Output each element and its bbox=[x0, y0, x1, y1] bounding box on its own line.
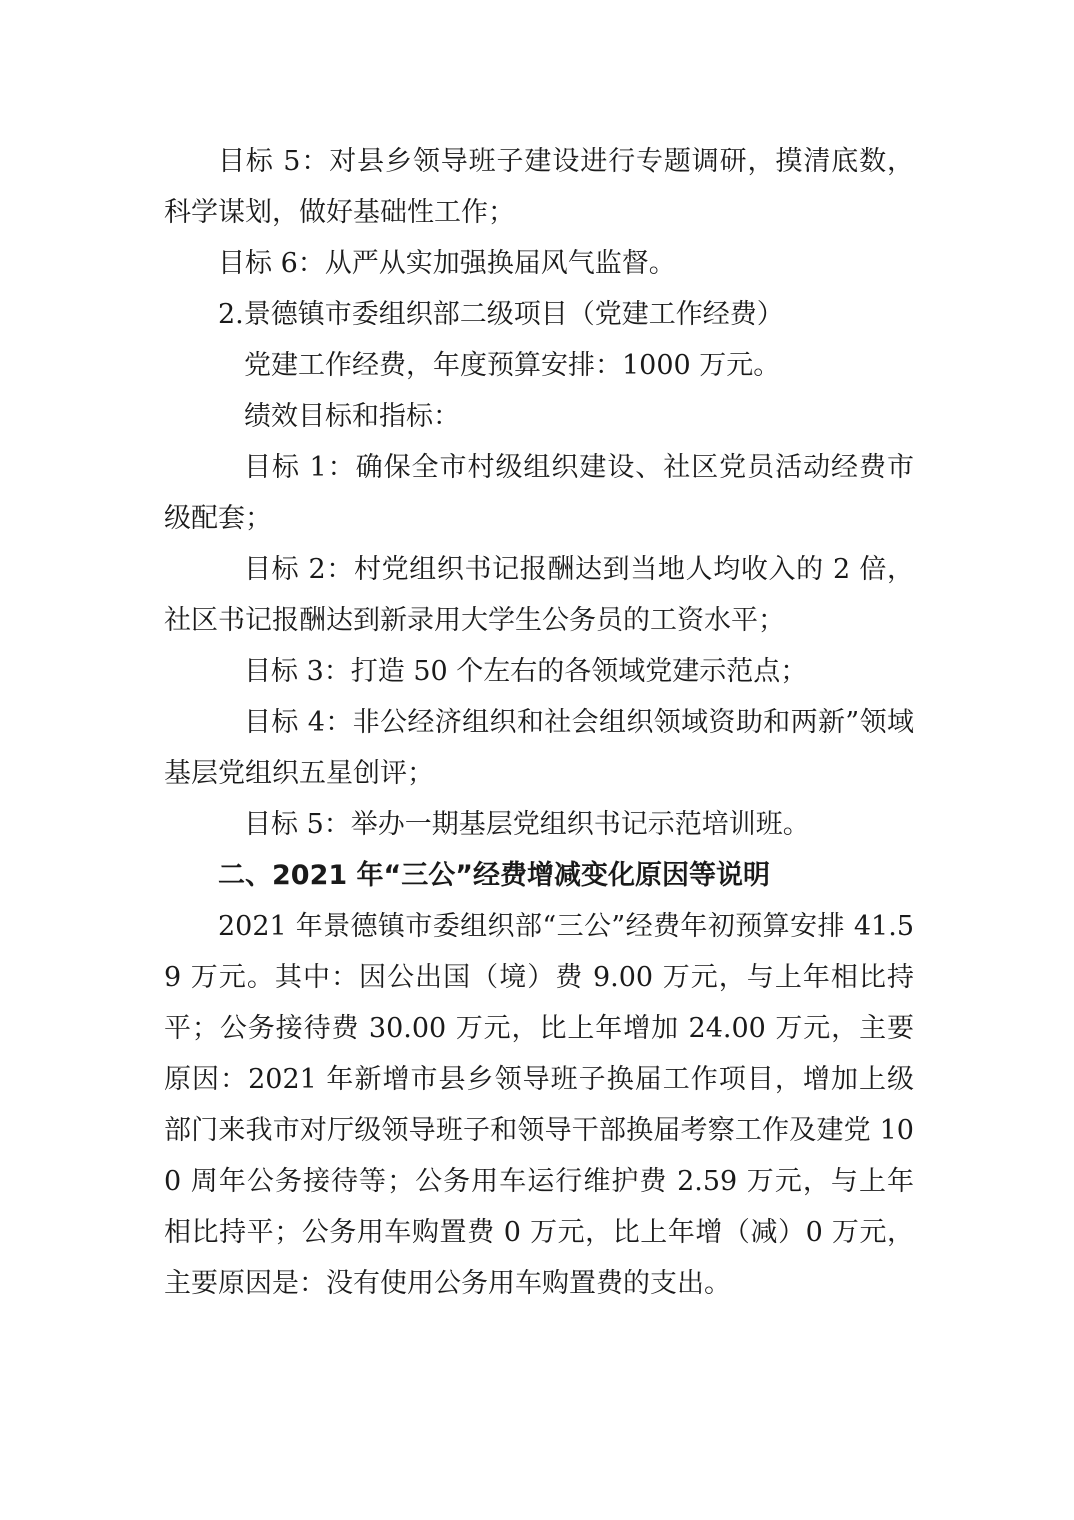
document-body bbox=[164, 136, 914, 1309]
paragraph-goal-2: 目标 2：村党组织书记报酬达到当地人均收入的 2 倍，社区书记报酬达到新录用大学生公务员的工资水平； bbox=[164, 554, 914, 636]
paragraph-performance-goals: 绩效目标和指标： bbox=[244, 401, 460, 432]
paragraph-three-public-expenses: 2021 年景德镇市委组织部“三公”经费年初预算安排 41.59 万元。其中：因公出国（境）费 9.00 万元，与上年相比持平；公务接待费 30.00 万元，比上年增加 24.00 万元，主要原因：2021 年新增市县乡领导班子换届工作项目，增加上级部门来我市对厅级领导班子和领导干部换届考察工作及建党 100 周年公务接待等；公务用车运行维护费 2.59 万元，与上年相比持平；公务用车购置费 0 万元，比上年增（减）0 万元，主要原因是：没有使用公务用车购置费的支出。 bbox=[164, 911, 914, 1299]
paragraph-goal-4: 目标 4：非公经济组织和社会组织领域资助和两新”领域基层党组织五星创评； bbox=[164, 707, 914, 789]
paragraph-goal-6-supervision: 目标 6：从严从实加强换届风气监督。 bbox=[218, 248, 676, 279]
section-heading: 二、2021 年“三公”经费增减变化原因等说明 bbox=[218, 860, 771, 891]
paragraph-goal-3: 目标 3：打造 50 个左右的各领域党建示范点； bbox=[244, 656, 808, 687]
paragraph-budget: 党建工作经费，年度预算安排：1000 万元。 bbox=[244, 350, 781, 381]
paragraph-goal-1: 目标 1：确保全市村级组织建设、社区党员活动经费市级配套； bbox=[164, 452, 914, 534]
paragraph-goal-5-survey: 目标 5：对县乡领导班子建设进行专题调研，摸清底数，科学谋划，做好基础性工作； bbox=[164, 146, 914, 228]
paragraph-goal-5-training: 目标 5：举办一期基层党组织书记示范培训班。 bbox=[244, 809, 810, 840]
paragraph-project-2-title: 2.景德镇市委组织部二级项目（党建工作经费） bbox=[218, 299, 784, 330]
